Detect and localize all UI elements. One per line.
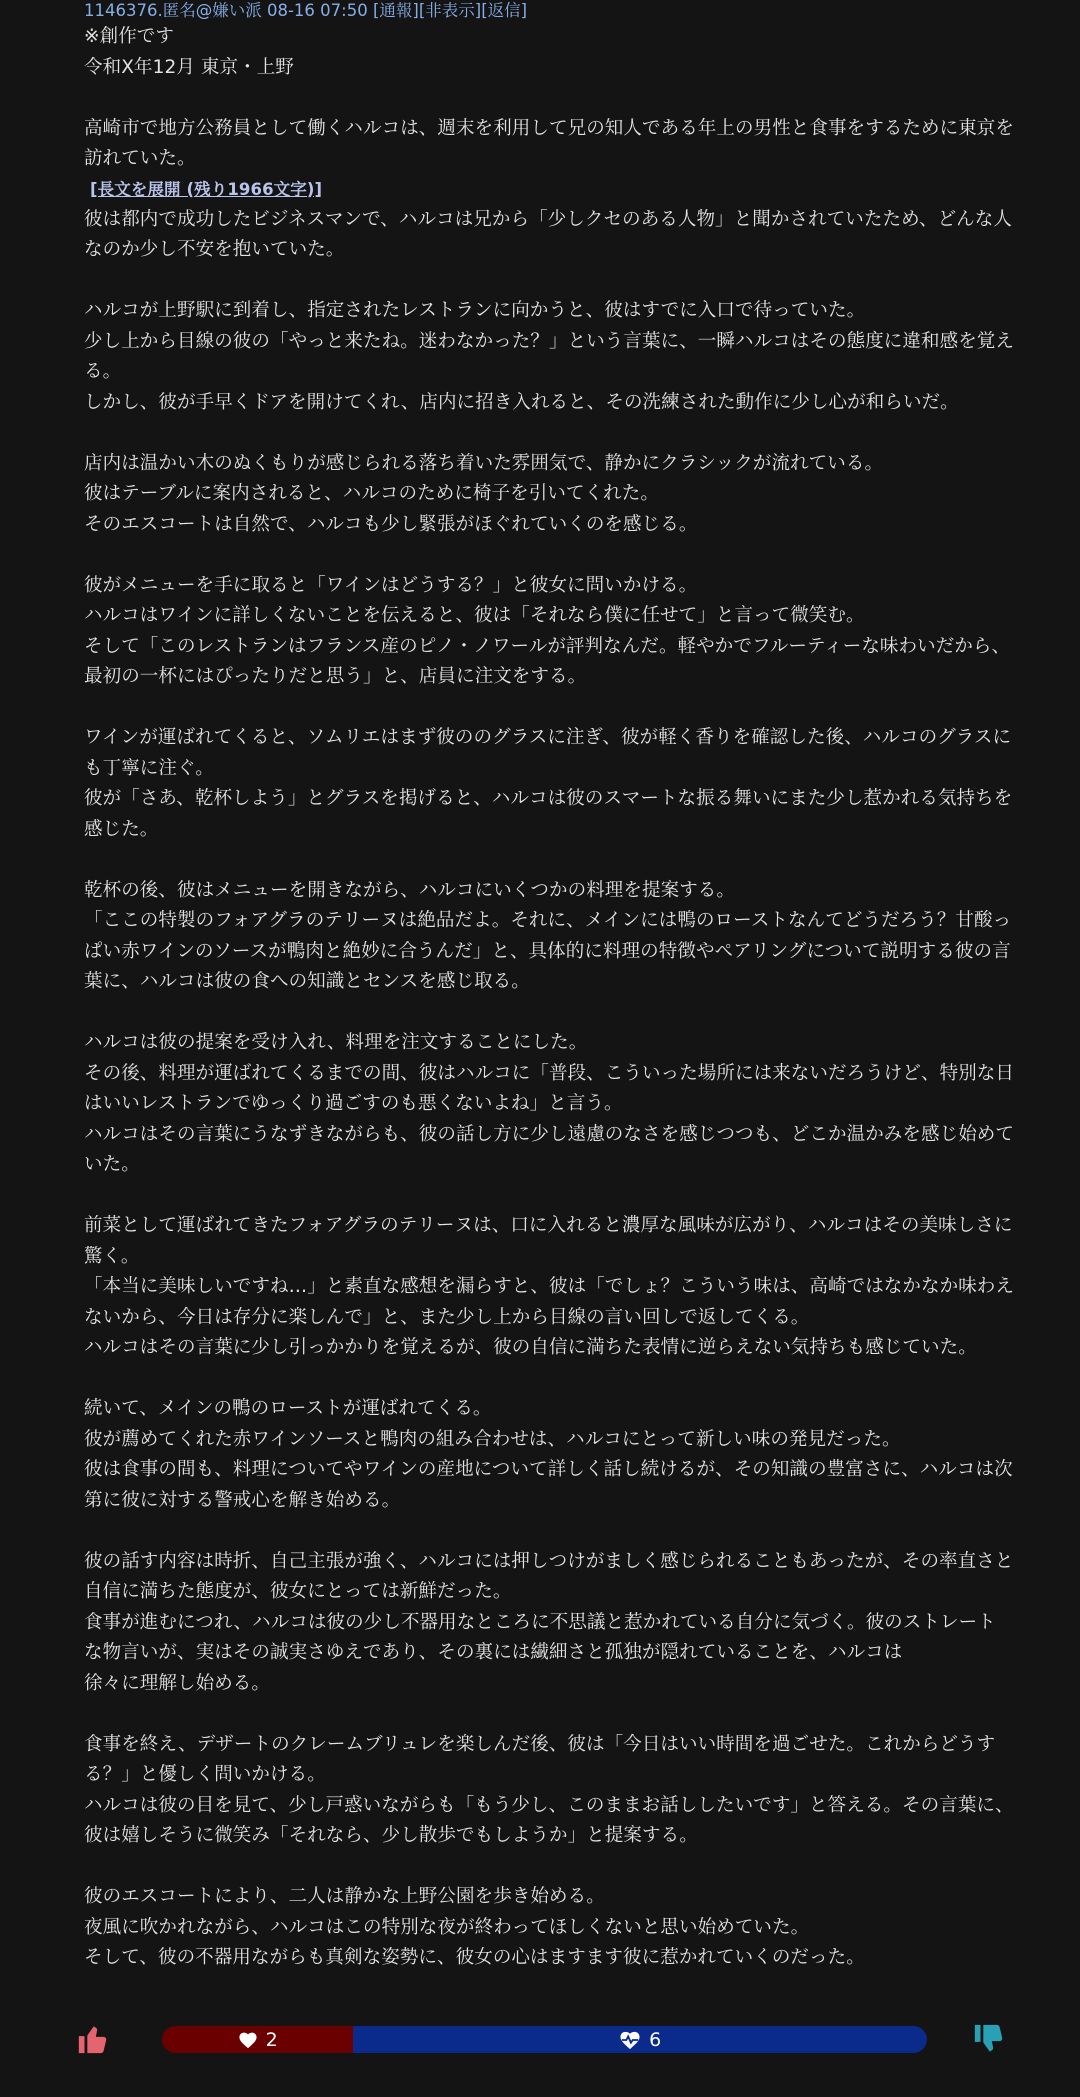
paragraph-line	[84, 1852, 1014, 1883]
post-intro	[84, 22, 1014, 175]
paragraph-line: ハルコはその言葉に少し引っかかりを覚えるが、彼の自信に満ちた表情に逆らえない気持ちも感じていた。	[84, 1337, 977, 1358]
like-count: 2	[265, 2028, 278, 2051]
paragraph-line: ハルコが上野駅に到着し、指定されたレストランに向かうと、彼はすでに入口で待っていた。	[84, 300, 866, 321]
paragraph-line: ワインが運ばれてくると、ソムリエはまず彼ののグラスに注ぎ、彼が軽く香りを確認した後、ハルコのグラスにも丁寧に注ぐ。	[84, 727, 1012, 779]
paragraph-line: 食事が進むにつれ、ハルコは彼の少し不器用なところに不思議と惹かれている自分に気づく。彼のストレートな物言いが、実はその誠実さゆえであり、その裏には繊細さと孤独が隠れていることを、ハルコは 徐々に理解し始める。	[84, 1611, 996, 1694]
paragraph-line: 食事を終え、デザートのクレームブリュレを楽しんだ後、彼は「今日はいい時間を過ごせた。これからどうする？」と優しく問いかける。	[84, 1733, 996, 1785]
post-author: 匿名@嫌い派	[162, 1, 262, 20]
paragraph-line: 少し上から目線の彼の「やっと来たね。迷わなかった？」という言葉に、一瞬ハルコはその態度に違和感を覚える。	[84, 330, 1015, 382]
paragraph-line: 彼の話す内容は時折、自己主張が強く、ハルコには押しつけがましく感じられることもあったが、その率直さと自信に満ちた態度が、彼女にとっては新鮮だった。	[84, 1550, 1014, 1602]
post-body	[84, 22, 1014, 1974]
paragraph-line: その後、料理が運ばれてくるまでの間、彼はハルコに「普段、こういった場所には来ないだろうけど、特別な日はいいレストランでゆっくり過ごすのも悪くないよね」と言う。	[84, 1062, 1015, 1114]
paragraph-line: 店内は温かい木のぬくもりが感じられる落ち着いた雰囲気で、静かにクラシックが流れている。	[84, 452, 884, 474]
paragraph-line: そして「このレストランはフランス産のピノ・ノワールが評判なんだ。軽やかでフルーティーな味わいだから、最初の一杯にはぴったりだと思う」と、店員に注文をする。	[84, 635, 1011, 687]
paragraph-line: ハルコはワインに詳しくないことを伝えると、彼は「それなら僕に任せて」と言って微笑む。	[84, 605, 865, 626]
paragraph-line: 前菜として運ばれてきたフォアグラのテリーヌは、口に入れると濃厚な風味が広がり、ハルコはその美味しさに驚く。	[84, 1215, 1013, 1267]
post-id: 1146376.	[84, 1, 163, 20]
paragraph-line	[84, 1364, 1014, 1395]
paragraph-line: 彼が薦めてくれた赤ワインソースと鴨肉の組み合わせは、ハルコにとって新しい味の発見だった。	[84, 1428, 901, 1450]
post-full-text	[84, 205, 1014, 1974]
paragraph-line: 彼がメニューを手に取ると「ワインはどうする？」と彼女に問いかける。	[84, 574, 698, 596]
paragraph-line: 高崎市で地方公務員として働くハルコは、週末を利用して兄の知人である年上の男性と食事をするために東京を訪れていた。	[84, 117, 1015, 169]
report-link[interactable]: [通報]	[372, 1, 419, 20]
paragraph-line: そして、彼の不器用ながらも真剣な姿勢に、彼女の心はますます彼に惹かれていくのだった。	[84, 1947, 865, 1968]
paragraph-line: 「ここの特製のフォアグラのテリーヌは絶品だよ。それに、メインには鴨のローストなんてどうだろう？甘酸っぱい赤ワインのソースが鴨肉と絶妙に合うんだ」と、具体的に料理の特徴やペアリングについて説明する彼の言葉に、ハルコは彼の食への知識とセンスを感じ取る。	[84, 910, 1012, 992]
hide-link[interactable]: [非表示]	[418, 1, 482, 20]
thumbs-down-icon[interactable]	[972, 2020, 1012, 2058]
paragraph-line	[84, 1181, 1014, 1212]
paragraph-line: 彼は食事の間も、料理についてやワインの産地について詳しく話し続けるが、その知識の豊富さに、ハルコは次第に彼に対する警戒心を解き始める。	[84, 1459, 1013, 1511]
paragraph-line: 続いて、メインの鴨のローストが運ばれてくる。	[84, 1398, 492, 1419]
paragraph-line: そのエスコートは自然で、ハルコも少し緊張がほぐれていくのを感じる。	[84, 513, 698, 535]
post-meta	[84, 0, 1014, 22]
paragraph-line	[84, 83, 1014, 114]
paragraph-line	[84, 1699, 1014, 1730]
paragraph-line	[84, 540, 1014, 571]
vote-bar	[162, 2026, 927, 2053]
paragraph-line: ハルコはその言葉にうなずきながらも、彼の話し方に少し遠慮のなさを感じつつも、どこか温かみを感じ始めていた。	[84, 1123, 1015, 1175]
paragraph-line	[84, 1516, 1014, 1547]
paragraph-line: 彼のエスコートにより、二人は静かな上野公園を歩き始める。	[84, 1886, 605, 1907]
paragraph-line: ハルコは彼の目を見て、少し戸惑いながらも「もう少し、このままお話ししたいです」と答える。その言葉に、彼は嬉しそうに微笑み「それなら、少し散歩でもしようか」と提案する。	[84, 1794, 1014, 1846]
heart-pulse-icon	[619, 2030, 641, 2050]
heart-icon	[238, 2031, 258, 2049]
paragraph-line: ハルコは彼の提案を受け入れ、料理を注文することにした。	[84, 1032, 588, 1053]
paragraph-line	[84, 266, 1014, 297]
paragraph-line: ※創作です	[84, 26, 175, 47]
like-vote-button[interactable]	[162, 2026, 353, 2053]
paragraph-line	[84, 845, 1014, 876]
paragraph-line: しかし、彼が手早くドアを開けてくれ、店内に招き入れると、その洗練された動作に少し心が和らいだ。	[84, 391, 959, 413]
reply-link[interactable]: [返信]	[481, 1, 528, 20]
paragraph-line	[84, 998, 1014, 1029]
post	[84, 0, 1014, 1974]
dislike-count: 6	[649, 2028, 662, 2051]
expand-long-text-link[interactable]: [長文を展開 (残り1966文字)]	[90, 179, 323, 199]
paragraph-line	[84, 418, 1014, 449]
paragraph-line	[84, 693, 1014, 724]
paragraph-line: 夜風に吹かれながら、ハルコはこの特別な夜が終わってほしくないと思い始めていた。	[84, 1916, 810, 1938]
paragraph-line: 彼はテーブルに案内されると、ハルコのために椅子を引いてくれた。	[84, 483, 659, 504]
paragraph-line: 令和X年12月 東京・上野	[84, 56, 294, 78]
dislike-vote-button[interactable]	[353, 2026, 927, 2053]
paragraph-line: 「本当に美味しいですね…」と素直な感想を漏らすと、彼は「でしょ？こういう味は、高崎ではなかなか味わえないから、今日は存分に楽しんで」と、また少し上から目線の言い回しで返してくる。	[84, 1276, 1015, 1328]
post-datetime: 08-16 07:50	[266, 1, 368, 20]
paragraph-line: 彼が「さあ、乾杯しよう」とグラスを掲げると、ハルコは彼のスマートな振る舞いにまた少し惹かれる気持ちを感じた。	[84, 788, 1013, 840]
vote-bar-row	[0, 2020, 1080, 2058]
paragraph-line: 乾杯の後、彼はメニューを開きながら、ハルコにいくつかの料理を提案する。	[84, 879, 736, 901]
paragraph-line: 彼は都内で成功したビジネスマンで、ハルコは兄から「少しクセのある人物」と聞かされていたため、どんな人なのか少し不安を抱いていた。	[84, 208, 1012, 260]
thumbs-up-icon[interactable]	[76, 2020, 116, 2058]
